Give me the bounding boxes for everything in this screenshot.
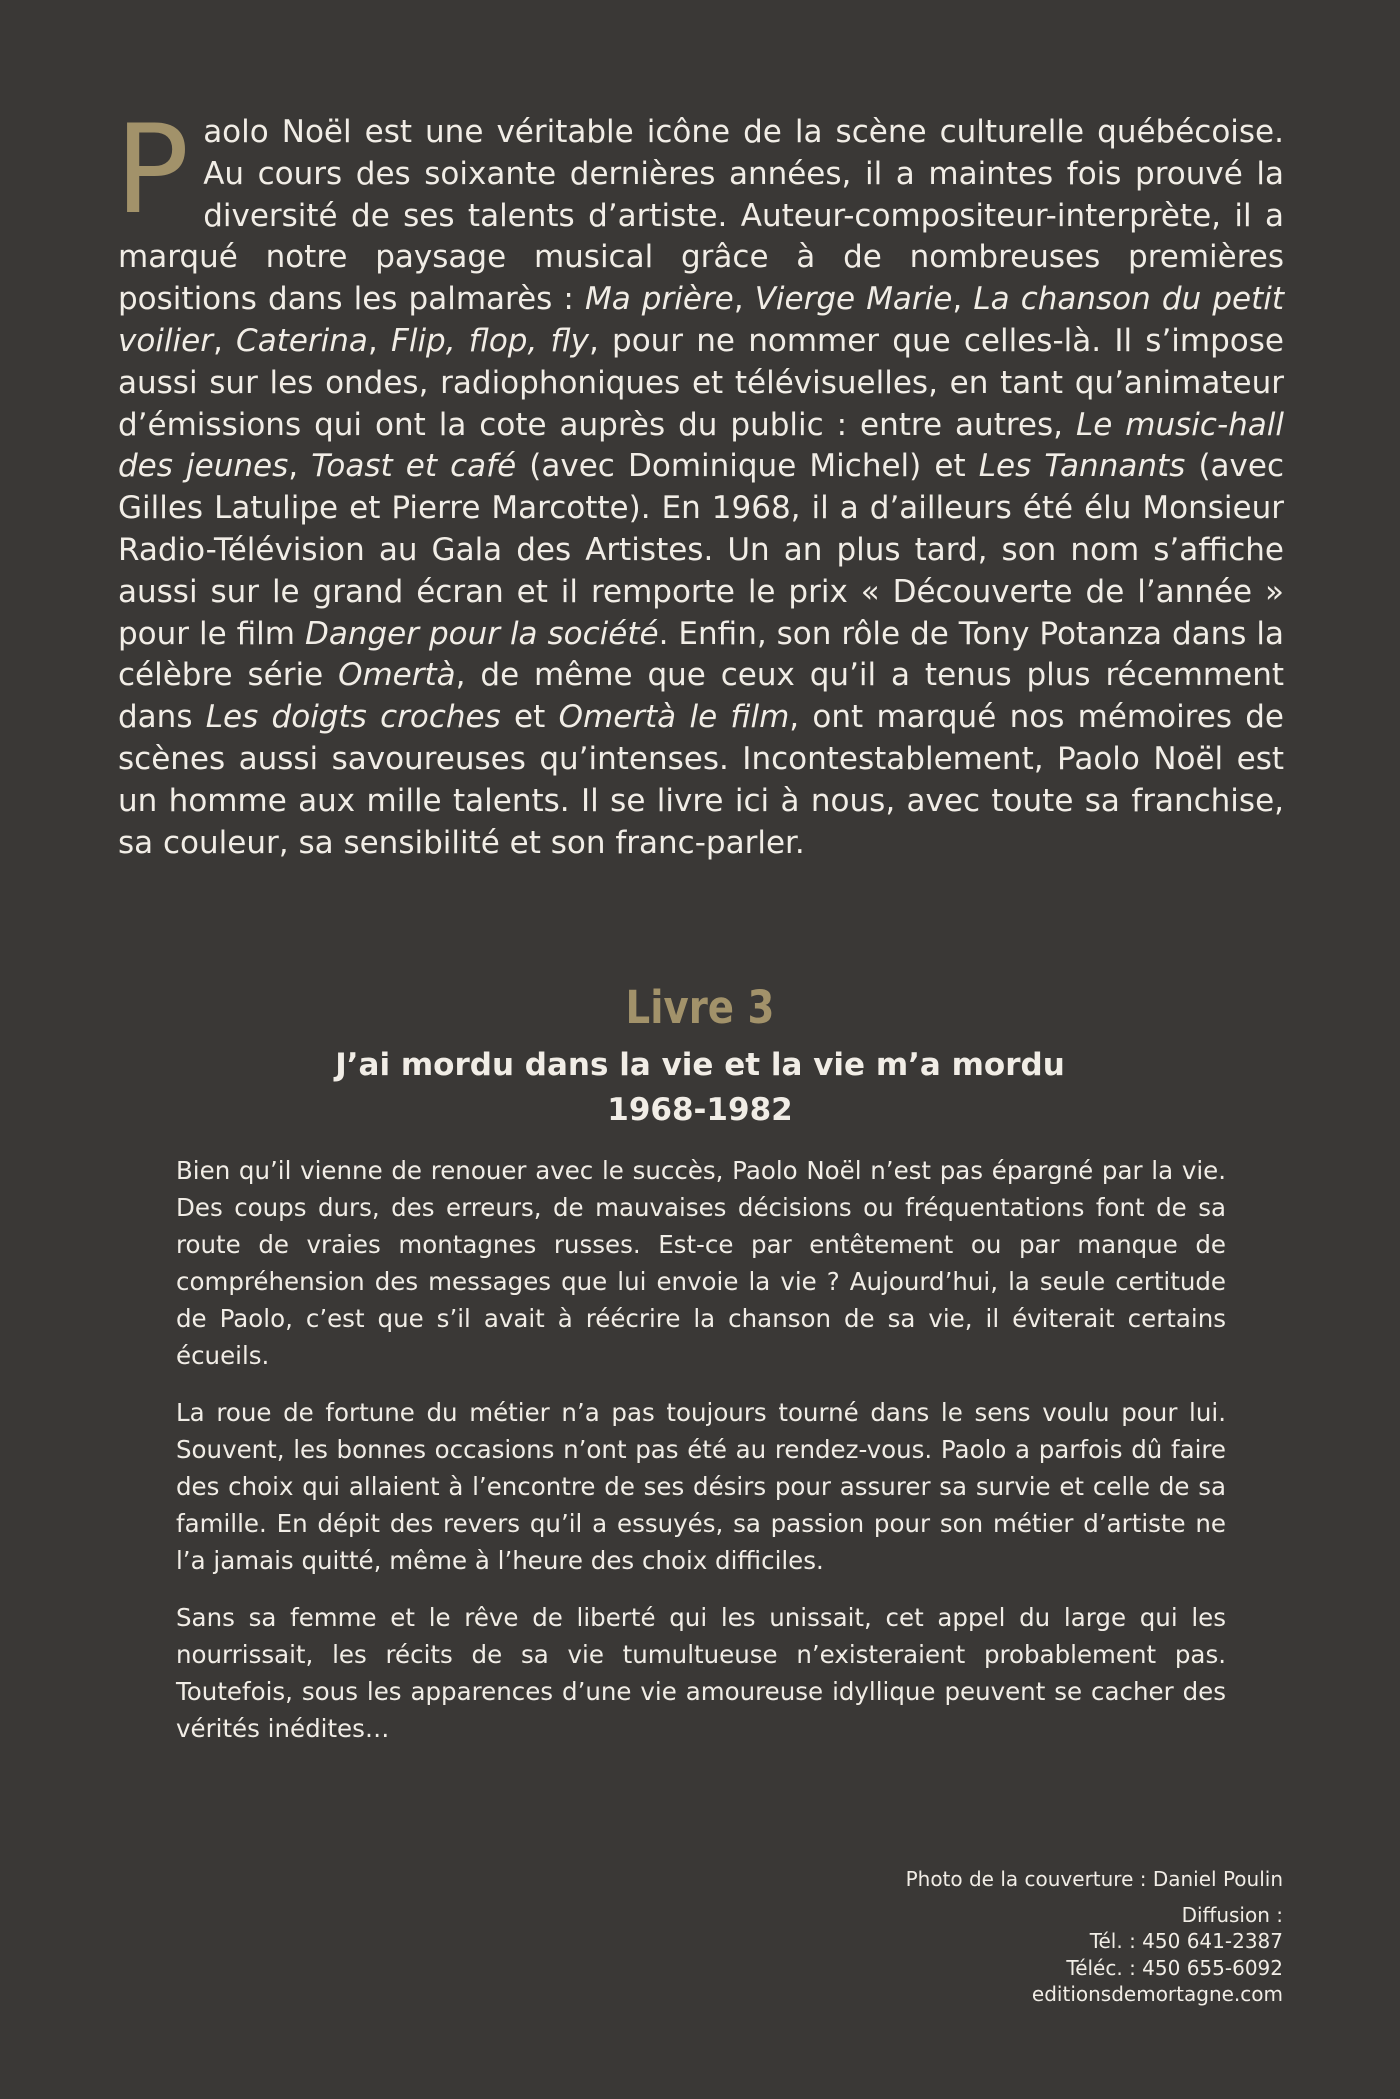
fax-number: Téléc. : 450 655-6092 — [1066, 1955, 1283, 1980]
intro-text-segment: (avec Gilles Latulipe et Pierre Marcotte). En 1968, il a d’ailleurs été élu Monsieur Radio-Télévision au Gala des Artistes. Un an plus tard, son nom s’affiche aussi sur le grand écran et il remporte le prix « Découverte de l’année » pour le film — [118, 448, 1284, 652]
intro-text-segment: , de même que ceux qu’il a tenus plus récemment dans — [118, 657, 1284, 736]
photo-credit: Photo de la couverture : Daniel Poulin — [905, 1867, 1283, 1891]
credits — [906, 1866, 1283, 2008]
intro-paragraph — [115, 99, 1285, 864]
intro-title-ref: Omertà — [338, 657, 456, 694]
summary-paragraph: Bien qu’il vienne de renouer avec le succès, Paolo Noël n’est pas épargné par la vie. Des coups durs, des erreurs, de mauvaises décisions ou fréquentations font de sa route de vraies montagnes russes. Est-ce par entêtement ou par manque de compréhension des messages que lui envoie la vie ? Aujourd’hui, la seule certitude de Paolo, c’est que s’il avait à réécrire la chanson de sa vie, il éviterait certains écueils. — [176, 1156, 1226, 1370]
intro-text-segment: , — [952, 281, 974, 318]
intro-title-ref: Vierge Marie — [754, 281, 953, 318]
summary-paragraph: Sans sa femme et le rêve de liberté qui les unissait, cet appel du large qui les nourrissait, les récits de sa vie tumultueuse n’existeraient probablement pas. Toutefois, sous les apparences d’une vie amoureuse idyllique peuvent se cacher des vérités inédites… — [176, 1603, 1226, 1743]
intro-title-ref: Flip, flop, fly — [391, 322, 589, 359]
book-summary — [176, 1152, 1226, 1767]
intro-text-segment: , — [212, 322, 237, 359]
book-heading: Livre 3 — [625, 981, 775, 1034]
book-years: 1968-1982 — [607, 1092, 793, 1128]
intro-text — [118, 114, 1284, 861]
intro-text-segment: , — [367, 322, 391, 359]
intro-text-segment: , ont marqué nos mémoires de scènes aussi savoureuses qu’intenses. Incontestablement, Paolo Noël est un homme aux mille talents. Il se livre ici à nous, avec toute sa franchise, sa couleur, sa sensibilité et son franc-parler. — [118, 699, 1285, 861]
intro-title-ref: Toast et café — [311, 448, 517, 485]
intro-title-ref: La chanson du petit voilier — [118, 281, 1284, 359]
phone-number: Tél. : 450 641-2387 — [1089, 1929, 1283, 1953]
intro-title-ref: Les doigts croches — [205, 699, 501, 736]
intro-title-ref: Les Tannants — [978, 448, 1186, 485]
intro-text-segment: et — [500, 699, 559, 736]
intro-text-segment: , pour ne nommer que celles-là. Il s’impose aussi sur les ondes, radiophoniques et télévisuelles, en tant qu’animateur d’émissions qui ont la cote auprès du public : entre autres, — [118, 322, 1284, 443]
intro-title-ref: Omertà le film — [558, 699, 790, 736]
intro-text-segment: , — [288, 448, 312, 485]
intro-text-segment: . Enfin, son rôle de Tony Potanza dans la célèbre série — [118, 615, 1285, 694]
diffusion-label: Diffusion : — [1181, 1902, 1283, 1927]
intro-title-ref: Danger pour la société — [304, 615, 659, 652]
book-subtitle: J’ai mordu dans la vie et la vie m’a mordu — [335, 1047, 1065, 1083]
intro-title-ref: Le music-hall des jeunes — [118, 406, 1284, 485]
summary-paragraph: La roue de fortune du métier n’a pas toujours tourné dans le sens voulu pour lui. Souvent, les bonnes occasions n’ont pas été au rendez-vous. Paolo a parfois dû faire des choix qui allaient à l’encontre de ses désirs pour assurer sa survie et celle de sa famille. En dépit des revers qu’il a essuyés, sa passion pour son métier d’artiste ne l’a jamais quitté, même à l’heure des choix difficiles. — [176, 1398, 1226, 1575]
intro-text-segment: (avec Dominique Michel) et — [516, 448, 979, 485]
intro-title-ref: Caterina — [236, 322, 368, 359]
intro-text-segment: , — [733, 281, 755, 318]
drop-cap: P — [115, 99, 190, 242]
publisher-website[interactable]: editionsdemortagne.com — [1031, 1982, 1283, 2006]
intro-text-segment: aolo Noël est une véritable icône de la scène culturelle québécoise. Au cours des soixante dernières années, il a maintes fois prouvé la diversité de ses talents d’artiste. Auteur-compositeur-interprète, il a marqué notre paysage musical grâce à de nombreuses premières positions dans les palmarès : — [118, 114, 1284, 318]
intro-title-ref: Ma prière — [584, 281, 734, 318]
